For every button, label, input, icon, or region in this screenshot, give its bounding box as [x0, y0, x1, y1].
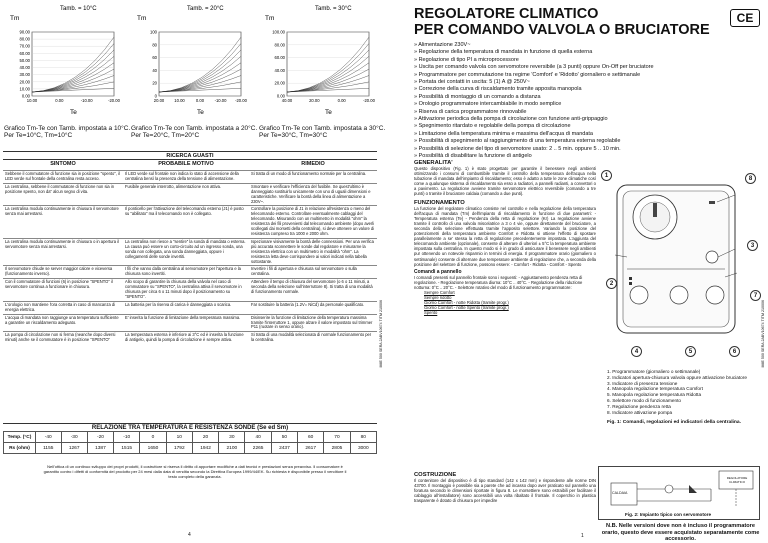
y-tick-label: 60.00: [19, 50, 30, 56]
y-tick-label: 90.00: [19, 29, 30, 35]
y-tick-label: 60.00: [274, 55, 285, 61]
te-label: Te: [325, 109, 332, 116]
chart-2-caption: Grafico Tm-Te con Tamb. impostata a 20°C. Per Te=20°C, Tm=20°C: [131, 125, 258, 139]
temp-cell: 80: [350, 432, 376, 443]
temp-cell: 0: [140, 432, 166, 443]
temp-cell: -10: [114, 432, 140, 443]
feature-item: » Regolazione della temperatura di mandata in funzione di quella esterna: [414, 49, 593, 56]
y-tick-label: 50.00: [19, 57, 30, 63]
rs-label: Rs (ohm): [4, 443, 36, 454]
x-tick-label: -20.00: [108, 98, 120, 103]
troubleshooting-title: RICERCA GUASTI: [3, 151, 377, 160]
y-tick-label: 20.00: [274, 80, 285, 86]
table-row: [3, 265, 377, 278]
table-row: [3, 238, 377, 266]
ohm-cell: 2437: [271, 443, 297, 454]
legend-item: 6. Selettore modo di funzionamento: [607, 397, 682, 403]
cause-cell: E' inserita la funzione di limitazione della temperatura massima.: [125, 314, 241, 320]
ohm-cell: 2100: [219, 443, 245, 454]
cause-cell: I fili che vanno dalla centralina al servomotore per l'apertura e la chiusura sono invertiti.: [125, 266, 241, 277]
y-tick-label: 70.00: [19, 43, 30, 49]
callout-number: 8: [745, 173, 756, 184]
y-tick-label: 40.00: [19, 65, 30, 71]
chart-3-caption: Grafico Tm-Te con Tamb. impostata a 30°C. Per Te=30°C, Tm=30°C: [259, 125, 386, 139]
ohm-cell: 2617: [298, 443, 324, 454]
title-line-2: PER COMANDO VALVOLA O BRUCIATORE: [414, 22, 710, 38]
cause-cell: La batteria per la riserva di carica è danneggiata o scarica.: [125, 301, 232, 307]
remedy-cell: Controllare la posizione di J1 in relazione all'esistenza o meno del telecomando esterno. Controllare eventualmente cablaggi del telecomando. Misurando con un multimetro in modalità "ohm" la resistenza dei fili provenienti dal telecomando ambiente (dopo averli scollegati dai morsetti della centralina), si deve ottenere un valore di resistenza compreso tra 1000 e 2000 ohm.: [251, 206, 375, 236]
ce-mark: CE: [730, 9, 760, 27]
symptom-cell: Con il commutatore di funzioni (6) in posizione "SPENTO" il servomotore continua a funzionare in chiusura.: [5, 279, 113, 290]
table-row: [3, 170, 377, 183]
feature-item: » Correzione della curva di riscaldamento tramite apposita manopola: [414, 86, 582, 93]
remedy-cell: Si tratta di una modalità selezionata di normale funzionamento per la centralina.: [251, 332, 372, 343]
table-row: [3, 314, 377, 332]
symptom-cell: L'orologio non mantiene l'ora corretta in caso di mancanza di energia elettrica.: [5, 301, 116, 312]
x-tick-label: -20.00: [235, 98, 247, 103]
cause-cell: Allo scopo di garantire la chiusura della valvola nel caso di commutatore su "SPENTO", la centralina attiva il servomotore in chiusura per circa 6 o 11 minuti dopo il posizionamento su "SPENTO".: [125, 279, 242, 299]
feature-list: [414, 42, 744, 161]
table-row: [3, 183, 377, 206]
cause-cell: Il LED verde sul frontale non indica lo stato di accensione della centralina bensì la presenza della tensione di alimentazione.: [125, 171, 239, 181]
te-label: Te: [197, 109, 204, 116]
plot-area: [287, 32, 369, 96]
symptom-cell: La centralina modula continuamente in chiusura il servomotore senza mai arrestarsi.: [5, 206, 119, 217]
page-number-left: 4: [188, 532, 191, 538]
tm-label: Tm: [10, 15, 20, 22]
feature-item: » Alimentazione 230V~: [414, 42, 471, 48]
feature-item: » Attivazione periodica della pompa di circolazione con funzione anti-grippaggio: [414, 116, 608, 123]
construction-text: Il contenitore del dispositivo è di tipo standard (142 x 142 mm) e rispondente alle norme DIN 43700. Il montaggio è possibile sia a parete che ad incasso dopo aver praticato sul pannello una foratura secondo le dimensioni riportate in figura 8. Le morsettiere sono estraibili per facilitare il cablaggio all'installatore) sono accessibili una volta ribaltato il frontale. Il coperchio in plastica trasparente è dotato di chiusura per impedire: [414, 478, 596, 504]
page-number-right: 1: [581, 533, 584, 539]
y-tick-label: 80.00: [19, 36, 30, 42]
table-row: [3, 205, 377, 237]
cause-cell: Fusibile generale interrotto, alimentazione non attiva.: [125, 183, 222, 189]
right-page: [395, 0, 768, 543]
remedy-cell: Ispezionare visivamente la bontà delle connessioni. Per una verifica più accurata sconnettere le sonde dal regolatore e misurarne la resistenza elettrica con un multimetro in modalità "ohm". La resistenza letta deve corrispondere ai valori indicati nella tabella sottostante.: [251, 238, 374, 264]
legend-item: 2. Indicatori apertura-chiusura valvola oppure attivazione bruciatore: [607, 374, 747, 380]
side-code-left: IMIE 500 SERA 2ABV10674 TITM 210006: [379, 300, 383, 368]
mode-item: Giorno Comfort - notte Ridotta (tramite progr.): [424, 300, 509, 306]
col-header-remedy: RIMEDIO: [301, 161, 325, 167]
ohm-cell: 1155: [36, 443, 62, 454]
temp-cell: 10: [166, 432, 192, 443]
x-tick-label: -10.00: [80, 98, 93, 103]
remedy-cell: Disinserire la funzione di limitazione della temperatura massima tramite l'interruttore 1, oppure alzare il valore impostato sul trimmer P11 (ruotare in senso orario).: [251, 314, 373, 330]
plot-area: [159, 32, 241, 96]
x-tick-label: 10.00: [26, 98, 38, 103]
func-text: La funzione del regolatore climatico consiste nel controllo e nella regolazione della temperatura dell'acqua di mandata (Tm) dell'impianto di riscaldamento in funzione di due parametri: - Temperatura esterna (Te) - Pendenza della retta di regolazione (Kr) La regolazione avviene tramite il controllo di una valvola miscelatrice a 3 o 4 vie, oppure direttamente del bruciatore, a seconda della selezione effettuata tramite l'apposito selettore. Variando la posizione del potenziometri della temperatura ambiente Comfort e Ridotta si ottiene l'effetto di spostare parallelamente a se' stessa la retta di regolazione precedentemente impostata. L'aggiunta del telecomando ambiente (opzionale), consente di alterare di ulteriori ± 5°C la temperatura ambiente impostata sulla centralina. In questo modo si è in grado di assicurare il benessere negli ambienti pur ottenendo un notevole risparmio in termini di energia. Il programmatore orario (giornaliero o settimanale) consente di alternare due temperature ambiente di regolazione che, a seconda della posizione del selettore di funzione, possono essere: - Comfort - Ridotta - Comfort - Spento: [414, 205, 596, 267]
chart-header: Tamb. = 10°C: [60, 6, 97, 12]
x-tick-label: -10.00: [214, 98, 227, 103]
modes-list: [414, 290, 596, 315]
chart-1-caption: Grafico Tm-Te con Tamb. impostata a 10°C. Per Te=10°C, Tm=10°C: [4, 125, 131, 139]
symptom-cell: La centralina modula continuamente in chiusura o in apertura il servomotore senza mai arrestarsi.: [5, 238, 120, 249]
y-tick-label: 80.00: [274, 42, 285, 48]
ohm-cell: 3000: [350, 443, 376, 454]
feature-item: » Regolazione di tipo PI a microprocessore: [414, 56, 519, 63]
feature-item: » Riserva di carica programmatore rinnovabile: [414, 108, 527, 115]
remedy-cell: Invertire i fili di apertura e chiusura sul servomotore o sulla centralina.: [251, 266, 357, 277]
tm-label: Tm: [265, 15, 275, 22]
symptom-cell: La centralina, sebbene il commutatore di funzione non sia in posizione spento, non da" alcun segno di vita.: [5, 183, 115, 194]
regulator-label: REGOLATORE CLIMATICO: [726, 476, 748, 484]
x-tick-label: 40.00: [281, 98, 293, 103]
feature-item: » Possibilità di disabilitare la funzione di antigelo: [414, 153, 532, 160]
feature-item: » Spegnimento ritardato e regolabile della pompa di circolazione: [414, 123, 571, 130]
symptom-cell: L'acqua di mandata non raggiunge una temperatura sufficiente a garantire un riscaldamento adeguato.: [5, 314, 119, 325]
temp-cell: -40: [36, 432, 62, 443]
remedy-cell: Attendere il tempo di chiusura del servomotore (o 6 o 11 minuti, a seconda della selezione sull'interruttore 8). Si tratta di una modalità di funzionamento normale.: [251, 279, 373, 295]
mode-item: Spento: [424, 310, 438, 316]
ohm-cell: 1942: [192, 443, 218, 454]
commands-title: Comandi a pannello: [414, 268, 462, 275]
symptom-cell: La pompa di circolazione non si ferma (neanche dopo diversi minuti) anche se il commutatore è in posizione "SPENTO": [5, 332, 116, 343]
general-section: [414, 160, 596, 315]
x-tick-label: 20.00: [309, 98, 320, 103]
callout-number: 2: [606, 278, 617, 289]
y-tick-label: 30.00: [19, 72, 30, 78]
callout-number: 5: [685, 346, 696, 357]
plot-area: [32, 32, 114, 96]
cause-cell: La centralina non riesce a "sentire" la sonda di mandata o esterna. La causa può essere un corto-circuito ad un ingresso sonda, una sonda non collegata, una sonda danneggiata, oppure i collegamenti delle sonde invertiti.: [125, 238, 246, 259]
legend-item: 4. Manopola regolazione temperatura Comfort: [607, 386, 703, 392]
commands-text: I comandi presenti sul pannello frontale sono i seguenti: - Aggiustamento pendenza retta di regolazione. - Regolazione temperatura diurna: 10°C .. 40°C. - Regolazione della riduzione notturna: 0°C .. 20°C. - Selettore rotativo del modo di funzionamento programmatore:: [414, 274, 583, 290]
chart-1-svg: [2, 4, 120, 116]
table-row: [3, 301, 377, 314]
general-title: GENERALITA': [414, 160, 453, 166]
chart-2-svg: [129, 4, 247, 116]
temp-cell: 60: [298, 432, 324, 443]
page-title: [414, 6, 714, 38]
chart-1: [2, 4, 120, 116]
feature-item: » Programmatore per commutazione tra regime 'Comfort' e 'Ridotto' giornaliero e settimanale: [414, 71, 641, 78]
callout-number: 7: [750, 290, 761, 301]
x-tick-label: 0.00: [195, 98, 205, 103]
mode-item: Giorno Comfort - notte Spento (tramite progr.): [424, 305, 509, 311]
feature-item: » Possibilità di montaggio di un comando a distanza: [414, 93, 541, 100]
x-tick-label: -20.00: [363, 98, 375, 103]
feature-item: » Orologio programmatore intercambiabile in modo semplice: [414, 101, 562, 108]
table-row: [3, 278, 377, 301]
y-tick-label: 80: [152, 42, 157, 48]
chart-3-svg: [257, 4, 375, 116]
device-legend: [607, 369, 757, 415]
legend-item: 7. Regolazione pendenza retta: [607, 403, 671, 409]
feature-item: » Portata dei contatti in uscita: 5 (1) A @ 250V~: [414, 79, 530, 86]
side-code-right: IMIE 500 SERA 2ABV10674 TITM 210006: [761, 300, 765, 368]
construction-section: [414, 472, 596, 503]
general-text: Questo dispositivo (Fig. 1) è stato progettato per garantire il benessere negli ambienti ottimizzando i consumi di combustibile tramite il controllo della temperatura dell'acqua nella tubazione di mandata dell'impianto di riscaldamento; esso è adatto a tutte le zone climatiche così come a qualunque sistema di riscaldamento sia esso a radiatori, a pannelli radianti, a convettori o a pavimento. La regolazione avviene tramite servomotore elettrico reversibile (comando a tre punti) o tramite il bruciatore caldaia (comando a due punti).: [414, 166, 596, 197]
legend-item: 1. Programmatore (giornaliero o settimanale): [607, 369, 701, 374]
remedy-cell: Far sostituire la batteria (1.2V= NiCd) da personale qualificato.: [251, 301, 365, 307]
x-tick-label: 0.00: [337, 98, 346, 103]
device-illustration: [607, 177, 749, 337]
cause-cell: Il ponticello per l'attivazione del telecomando esterno (J1) è posto su "abilitato" ma il telecomando non è collegato.: [125, 206, 244, 217]
temp-cell: 50: [271, 432, 297, 443]
legend-item: 3. Indicatore di presenza tensione: [607, 380, 678, 386]
callout-number: 1: [601, 170, 612, 181]
feature-item: » Possibilità di selezione del tipo di servomotore usato: 2 .. 5 min. oppure 5 .. 10 min.: [414, 145, 621, 152]
footer-note: Nell'ottica di un continuo sviluppo dei propri prodotti, il costruttore si riserva il diritto di apportare modifiche a dati tecnici e prestazioni senza preavviso. Il consumatore è garantito contro i difetti di conformità del prodotto per 24 mesi dalla data di vendita secondo la Direttiva Europea 1999/44/EK. Su richiesta è disponibile presso il venditore il testo completo della garanzia.: [43, 464, 347, 479]
te-label: Te: [70, 109, 77, 116]
ohm-cell: 1792: [166, 443, 192, 454]
cause-cell: La temperatura esterna è inferiore ai 3°C ed è inserita la funzione di antigelo, quindi la pompa di circolazione è sempre attiva.: [125, 332, 244, 343]
temp-cell: 40: [245, 432, 271, 443]
tm-label: Tm: [137, 15, 147, 22]
y-tick-label: 0.00: [21, 93, 30, 99]
x-tick-label: 20.00: [153, 98, 165, 103]
remedy-cell: Si tratta di un modo di funzionamento normale per la centralina.: [251, 171, 367, 176]
y-tick-label: 100.00: [272, 29, 285, 35]
col-header-cause: PROBABILE MOTIVO: [158, 161, 214, 167]
resistance-title: RELAZIONE TRA TEMPERATURA E RESISTENZA SONDE (Se ed Sm): [3, 423, 377, 431]
callout-number: 6: [729, 346, 740, 357]
y-tick-label: 10.00: [19, 86, 30, 92]
troubleshooting-table: [3, 170, 377, 344]
col-header-symptom: SINTOMO: [50, 161, 76, 167]
table-row: [3, 331, 377, 344]
callout-number: 3: [747, 240, 758, 251]
temp-label: Temp. (°C): [4, 432, 36, 443]
y-tick-label: 100: [150, 29, 157, 35]
ohm-cell: 1650: [140, 443, 166, 454]
legend-item: 8. Indicatore attivazione pompa: [607, 409, 673, 415]
y-tick-label: 60: [152, 55, 157, 61]
ohm-cell: 1387: [87, 443, 113, 454]
legend-item: 5. Manopola regolazione temperatura Ridotta: [607, 392, 702, 398]
y-tick-label: 40: [152, 67, 157, 73]
temp-cell: 30: [219, 432, 245, 443]
symptom-cell: Il servomotore chiude se server maggior calore e viceversa (funzionamento inverso).: [5, 266, 113, 277]
nb-note: N.B. Nelle versioni dove non è incluso il programmatore orario, questo deve essere acquistato separatamente come accessorio.: [601, 523, 760, 543]
fig1-caption: Fig. 1: Comandi, regolazioni ed indicatori della centralina.: [607, 420, 741, 425]
x-tick-label: 0.00: [55, 98, 64, 103]
y-tick-label: 0.00: [276, 93, 285, 99]
construction-title: COSTRUZIONE: [414, 472, 457, 478]
resistance-table: [3, 431, 377, 454]
temp-cell: 20: [192, 432, 218, 443]
temp-cell: -30: [61, 432, 87, 443]
y-tick-label: 20.00: [19, 79, 30, 85]
func-title: FUNZIONAMENTO: [414, 199, 465, 206]
y-tick-label: 20: [152, 80, 157, 86]
y-tick-label: 40.00: [274, 67, 285, 73]
chart-3: [257, 4, 375, 116]
chart-header: Tamb. = 20°C: [187, 6, 224, 12]
ohm-cell: 2265: [245, 443, 271, 454]
feature-item: » Uscita per comando valvola con servomotore reversibile (a 3 punti) oppure On-Off per bruciatore: [414, 64, 654, 71]
title-line-1: REGOLATORE CLIMATICO: [414, 6, 599, 22]
mode-item: Sempre Comfort: [424, 289, 455, 295]
chart-header: Tamb. = 30°C: [315, 6, 352, 12]
remedy-cell: Smontare e verificare l'efficienza del fusibile. Se quest'ultimo è danneggiato sostituirlo unicamente con uno di uguali dimensioni e caratteristiche. Verificare la bontà della linea di alimentazione a 230V~.: [251, 183, 371, 204]
fig2-caption: Fig. 2: Impianto tipico con servomotore: [625, 512, 712, 517]
feature-item: » Limitazione della temperatura minima e massima dell'acqua di mandata: [414, 130, 593, 137]
y-tick-label: 0: [154, 93, 157, 99]
boiler-label: CALDAIA: [612, 491, 628, 495]
ohm-cell: 1267: [61, 443, 87, 454]
ohm-cell: 1515: [114, 443, 140, 454]
chart-2: [129, 4, 247, 116]
temp-cell: -20: [87, 432, 113, 443]
ohm-cell: 2805: [324, 443, 350, 454]
callout-number: 4: [631, 346, 642, 357]
symptom-cell: Sebbene il commutatore di funzione sia in posizione "spento", il LED verde sul frontale della centralina resta acceso.: [5, 171, 120, 181]
temp-cell: 70: [324, 432, 350, 443]
feature-item: » Possibilità di spegnimento al raggiungimento di una temperatura esterna regolabile: [414, 138, 621, 145]
x-tick-label: 10.00: [174, 98, 185, 103]
mode-item: Sempre ridotto: [424, 295, 452, 301]
